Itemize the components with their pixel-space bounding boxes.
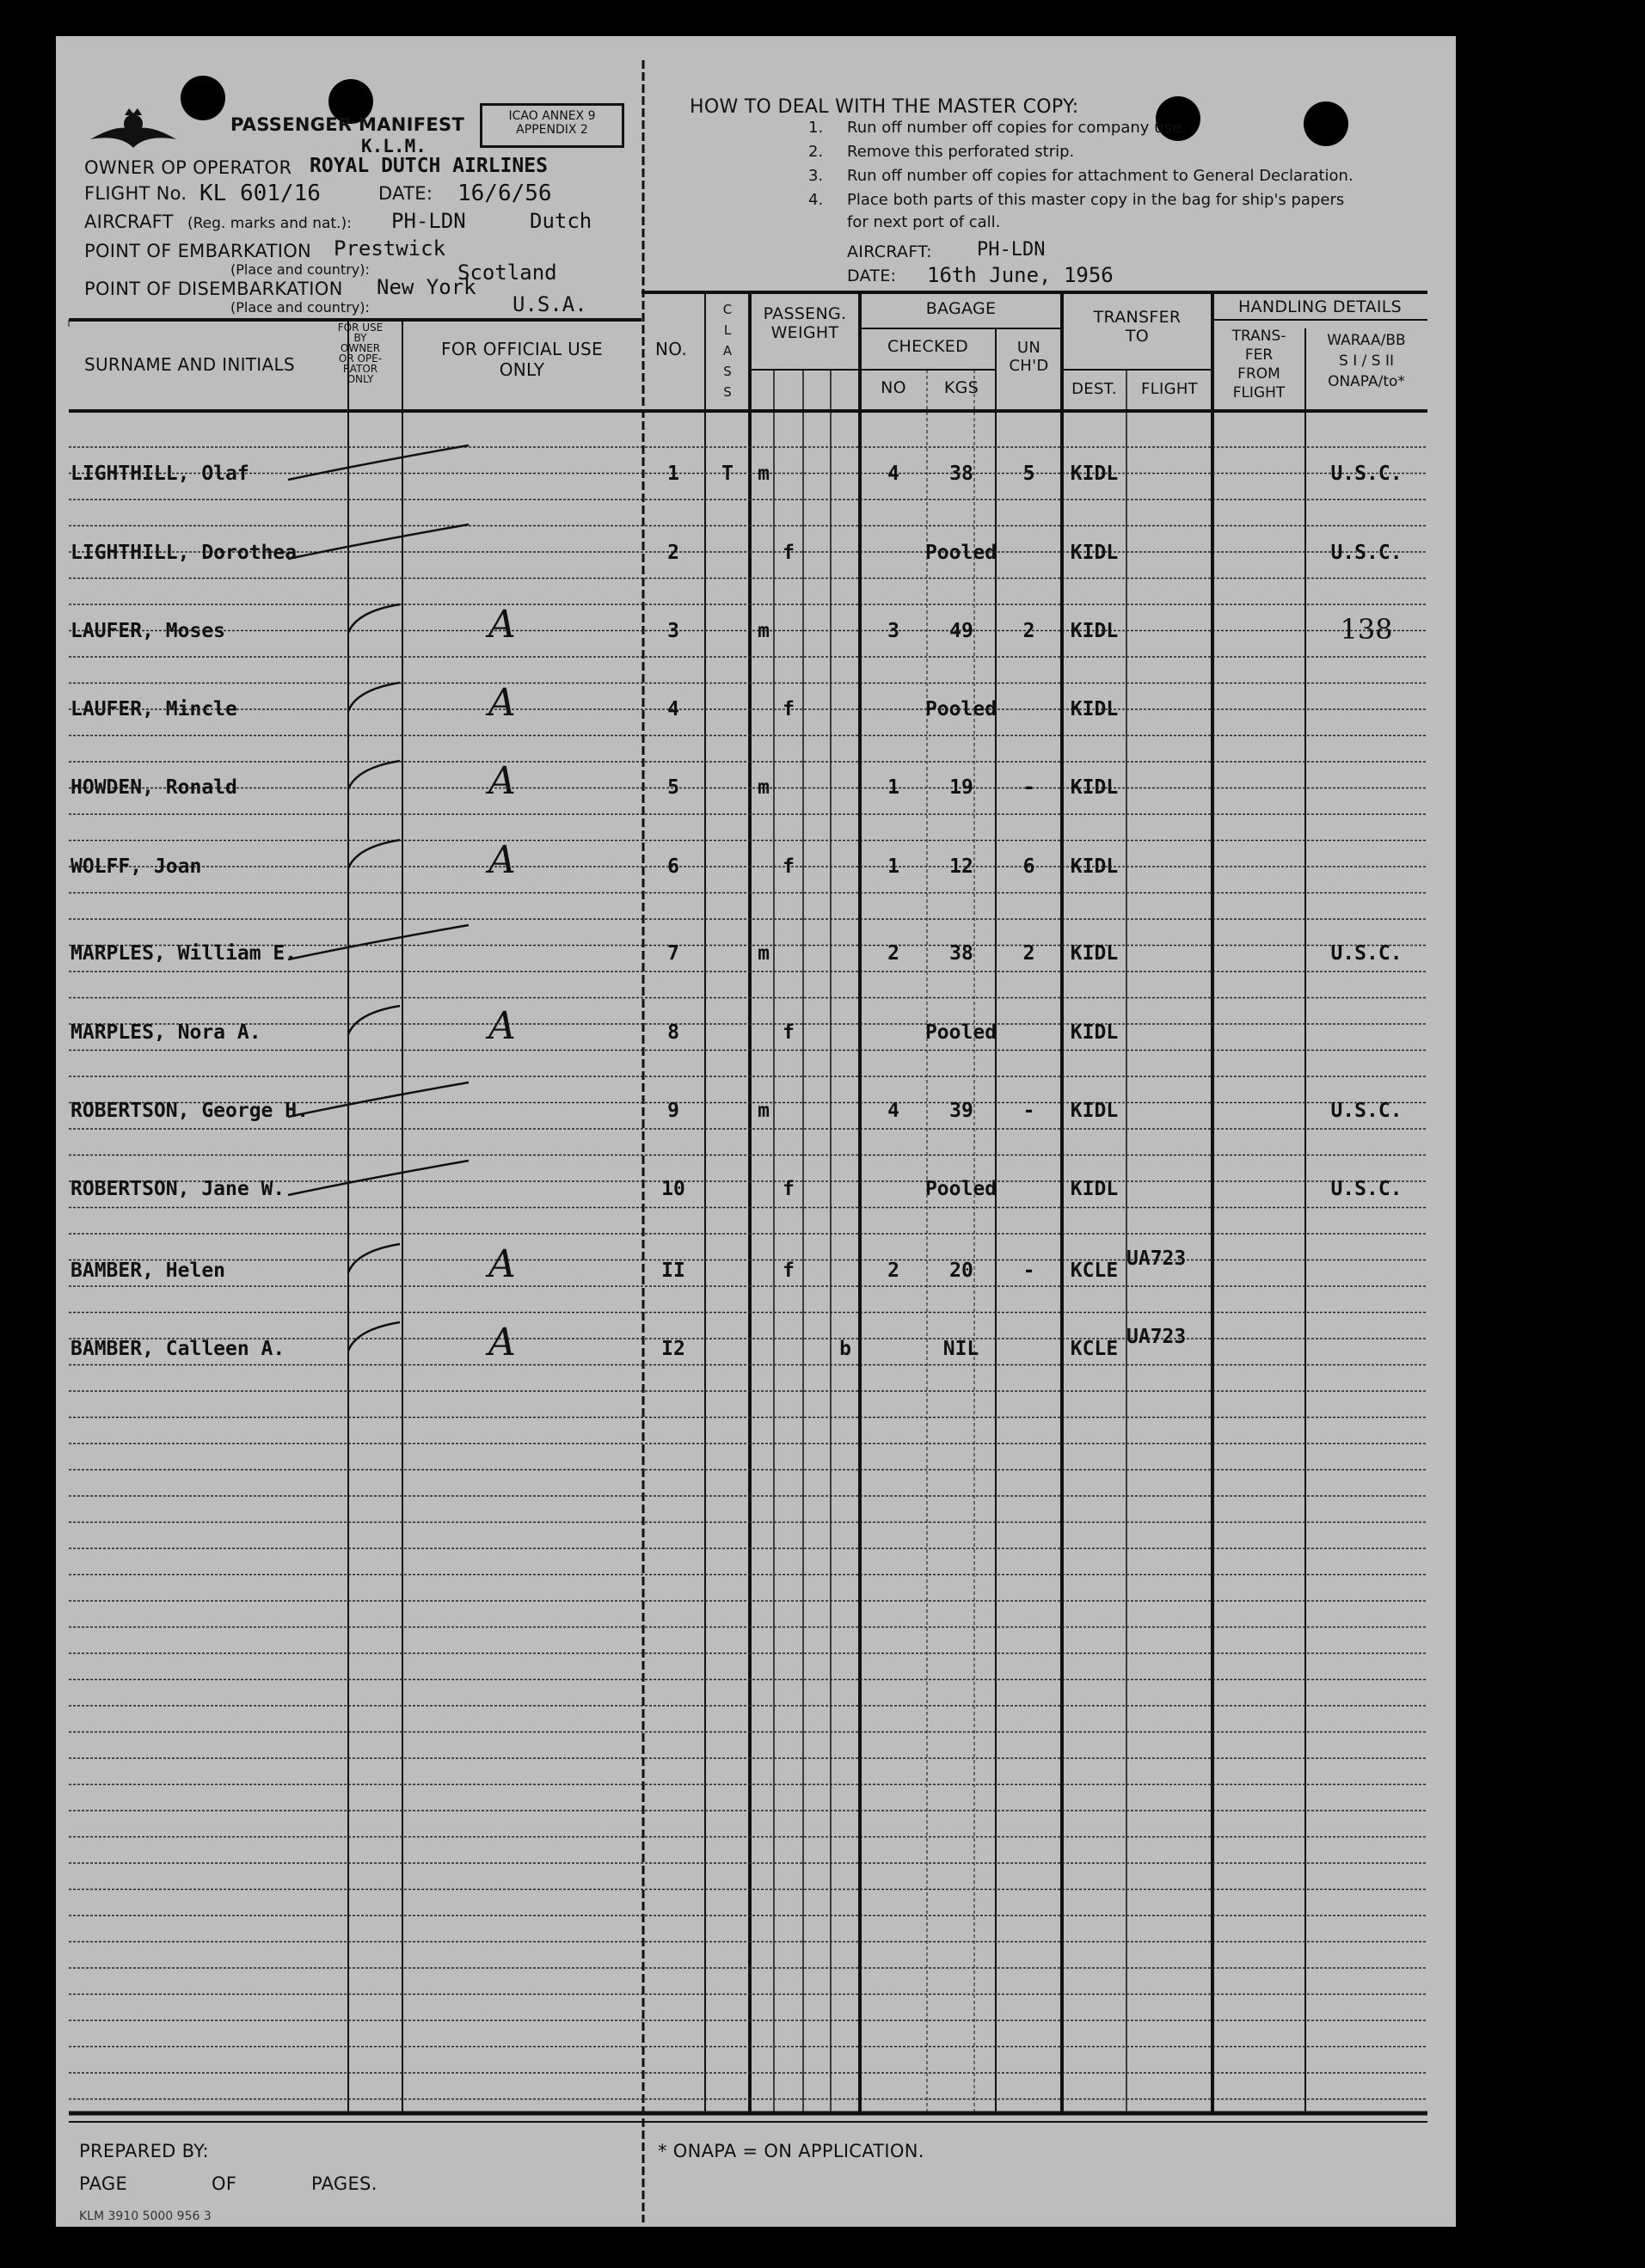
passenger-no: 6 [667,855,679,878]
bag-unchecked: 6 [1022,855,1035,878]
check-tick-mark [340,830,529,890]
passenger-no: 1 [667,463,679,485]
icao-line-2: APPENDIX 2 [516,123,588,137]
check-tick-mark [340,1234,529,1294]
weight-f: f [783,1260,795,1282]
bag-count: 4 [887,463,899,485]
col-passeng-0: PASSENG. [763,304,847,323]
manifest-title: PASSENGER MANIFEST [230,114,465,135]
col-official-0: FOR OFFICIAL USE [441,339,603,359]
check-tick-mark [340,594,529,654]
instr-date-value: 16th June, 1956 [927,263,1114,287]
check-tick-mark [284,1152,473,1212]
check-tick-mark [340,1312,529,1372]
passenger-no: I2 [661,1338,685,1360]
instructions-heading: HOW TO DEAL WITH THE MASTER COPY: [690,96,1079,118]
col-class-2: A [722,343,733,359]
col-bagage: BAGAGE [925,299,997,318]
form-code: KLM 3910 5000 956 3 [79,2210,212,2223]
passenger-no: 4 [667,698,679,720]
passenger-no: 2 [667,542,679,564]
col-for-use-0: FOR USE [337,322,384,334]
weight-m: m [758,620,770,642]
col-transfer [1062,308,1212,346]
check-tick-mark [340,672,529,733]
check-tick-mark [340,751,529,811]
weight-m: m [758,463,770,485]
official-mark: A [488,1004,516,1048]
instruction-text: Run off number off copies for attachment to General Declaration. [847,167,1353,185]
bag-unchecked: 2 [1022,942,1035,965]
transfer-dest: KIDL [1070,463,1119,485]
bag-unchecked: - [1022,1100,1035,1122]
transfer-dest: KIDL [1070,1178,1119,1200]
col-waraa-2: ONAPA/to* [1328,373,1405,390]
date-label: DATE: [378,183,433,204]
col-for-use [320,322,401,384]
bag-pooled: NIL [942,1338,979,1360]
passenger-name: ROBERTSON, Jane W. [71,1178,285,1200]
official-mark: A [488,1242,516,1286]
handling-detail: U.S.C. [1330,942,1403,965]
disembark-label: POINT OF DISEMBARKATION [84,279,343,299]
bag-pooled: Pooled [924,542,997,564]
transfer-dest: KIDL [1070,776,1119,799]
col-official [402,339,641,380]
col-no: NO. [655,339,688,359]
flight-label: FLIGHT No. [84,183,187,204]
handling-detail: U.S.C. [1330,1178,1403,1200]
klm-label: K.L.M. [361,136,427,156]
check-tick-mark [284,916,473,977]
col-unchd-1: CH'D [1009,357,1049,375]
disembark-value: New York [377,275,476,299]
col-transfer-from-3: FLIGHT [1232,384,1286,401]
bag-kgs: 12 [949,855,973,878]
weight-f: f [783,855,795,878]
bag-unchecked: 5 [1022,463,1035,485]
col-transfer-0: TRANSFER [1093,308,1182,327]
flight-value: KL 601/16 [199,181,321,206]
bag-count: 1 [887,855,899,878]
col-transfer-from-1: FER [1244,346,1274,364]
col-flight: FLIGHT [1141,380,1198,398]
embark-value: Prestwick [334,236,446,261]
transfer-dest: KIDL [1070,620,1119,642]
check-tick-mark [284,437,473,497]
passenger-no: 5 [667,776,679,799]
check-tick-mark [284,1074,473,1134]
passenger-name: LAUFER, Mincle [71,698,237,720]
bag-pooled: Pooled [924,1021,997,1044]
instruction-text: Place both parts of this master copy in the bag for ship's papers [847,191,1345,209]
col-transfer-from [1212,327,1305,402]
transfer-dest: KCLE [1070,1338,1119,1360]
official-mark: A [488,838,516,882]
aircraft-nat: Dutch [530,209,592,233]
owner-label: OWNER OP OPERATOR [84,157,292,178]
klm-crown-logo [86,105,181,165]
aircraft-sublabel: (Reg. marks and nat.): [187,215,352,232]
handling-detail: U.S.C. [1330,1100,1403,1122]
aircraft-label: AIRCRAFT [84,211,174,232]
weight-f: f [783,542,795,564]
bag-kgs: 38 [949,463,973,485]
aircraft-reg: PH-LDN [391,209,466,233]
col-class-0: C [722,302,733,317]
transfer-flight: UA723 [1126,1247,1187,1270]
official-mark: A [488,603,516,647]
bag-count: 3 [887,620,899,642]
transfer-dest: KIDL [1070,1100,1119,1122]
col-class-3: S [723,364,732,379]
col-transfer-from-2: FROM [1237,365,1280,383]
handling-detail: U.S.C. [1330,542,1403,564]
passenger-no: II [661,1260,685,1282]
bag-count: 2 [887,1260,899,1282]
transfer-dest: KCLE [1070,1260,1119,1282]
weight-f: f [783,1021,795,1044]
transfer-flight: UA723 [1126,1326,1187,1348]
bag-kgs: 20 [949,1260,973,1282]
transfer-dest: KIDL [1070,698,1119,720]
passenger-name: ROBERTSON, George H. [71,1100,309,1122]
col-for-use-2: OWNER [340,342,381,354]
embark-sublabel: (Place and country): [230,261,370,278]
col-for-use-3: OR OPE- [338,352,383,365]
instr-aircraft-label: AIRCRAFT: [847,242,932,261]
col-for-use-1: BY [353,332,367,344]
bag-kgs: 49 [949,620,973,642]
transfer-dest: KIDL [1070,855,1119,878]
handling-detail: U.S.C. [1330,463,1403,485]
col-for-use-5: ONLY [347,373,374,385]
col-bag-no: NO [881,378,906,397]
official-mark: A [488,759,516,803]
handling-detail: 138 [1340,613,1393,646]
instruction-number: 2. [808,143,824,161]
col-waraa-1: S I / S II [1339,352,1394,370]
instruction-number: 4. [808,191,824,209]
col-dest: DEST. [1071,380,1117,398]
bag-pooled: Pooled [924,698,997,720]
bag-kgs: 38 [949,942,973,965]
col-checked: CHECKED [887,337,969,356]
instruction-text: for next port of call. [847,213,1001,231]
transfer-dest: KIDL [1070,542,1119,564]
col-class [707,299,748,402]
official-mark: A [488,681,516,725]
onapa-note: * ONAPA = ON APPLICATION. [658,2141,924,2161]
bag-unchecked: 2 [1022,620,1035,642]
passenger-no: 8 [667,1021,679,1044]
bag-pooled: Pooled [924,1178,997,1200]
passenger-name: LIGHTHILL, Dorothea [71,542,298,564]
weight-m: m [758,942,770,965]
col-waraa-0: WARAA/BB [1327,332,1406,349]
col-waraa [1305,330,1427,392]
col-surname: SURNAME AND INITIALS [84,354,295,375]
passenger-name: MARPLES, Nora A. [71,1021,261,1044]
col-transfer-from-0: TRANS- [1231,328,1286,345]
bag-count: 1 [887,776,899,799]
weight-f: f [783,698,795,720]
of-label: OF [212,2173,237,2194]
pages-label: PAGES. [311,2173,377,2194]
icao-box [480,103,624,148]
passenger-name: LAUFER, Moses [71,620,226,642]
col-unchd-0: UN [1016,339,1041,357]
col-class-1: L [723,322,732,338]
embark-country: Scotland [457,261,557,285]
col-handling: HANDLING DETAILS [1237,297,1403,316]
passenger-no: 9 [667,1100,679,1122]
official-mark: A [488,1321,516,1364]
weight-m: m [758,1100,770,1122]
transfer-dest: KIDL [1070,942,1119,965]
instr-date-label: DATE: [847,267,897,285]
passenger-name: BAMBER, Helen [71,1260,226,1282]
col-official-1: ONLY [499,359,545,380]
instruction-text: Run off number off copies for company use. [847,119,1187,137]
bag-count: 4 [887,1100,899,1122]
col-passeng-1: WEIGHT [770,323,839,342]
instruction-text: Remove this perforated strip. [847,143,1075,161]
col-transfer-1: TO [1125,327,1150,346]
bag-unchecked: - [1022,1260,1035,1282]
owner-value: ROYAL DUTCH AIRLINES [310,155,548,177]
check-tick-mark [340,996,529,1056]
icao-line-1: ICAO ANNEX 9 [508,109,596,123]
passenger-no: 3 [667,620,679,642]
bag-kgs: 39 [949,1100,973,1122]
passenger-no: 10 [661,1178,685,1200]
disembark-country: U.S.A. [513,292,587,316]
col-kgs: KGS [943,378,979,397]
passenger-name: BAMBER, Calleen A. [71,1338,285,1360]
weight-m: m [758,776,770,799]
date-value: 16/6/56 [457,181,552,206]
transfer-dest: KIDL [1070,1021,1119,1044]
disembark-sublabel: (Place and country): [230,299,370,316]
passenger-name: WOLFF, Joan [71,855,202,878]
prepared-by: PREPARED BY: [79,2141,209,2161]
weight-f: f [783,1178,795,1200]
col-passeng [750,304,860,342]
col-class-4: S [723,384,732,400]
col-unchd [996,339,1062,375]
instruction-number: 3. [808,167,824,185]
passenger-name: LIGHTHILL, Olaf [71,463,249,485]
passenger-no: 7 [667,942,679,965]
passenger-name: MARPLES, William E. [71,942,298,965]
bag-kgs: 19 [949,776,973,799]
embark-label: POINT OF EMBARKATION [84,241,312,261]
page-label: PAGE [79,2173,128,2194]
instr-aircraft-value: PH-LDN [977,239,1046,261]
passenger-class: T [721,463,733,485]
weight-b: b [839,1338,851,1360]
passenger-name: HOWDEN, Ronald [71,776,237,799]
col-for-use-4: RATOR [342,363,378,375]
bag-count: 2 [887,942,899,965]
check-tick-mark [284,516,473,576]
instruction-number: 1. [808,119,824,137]
bag-unchecked: - [1022,776,1035,799]
